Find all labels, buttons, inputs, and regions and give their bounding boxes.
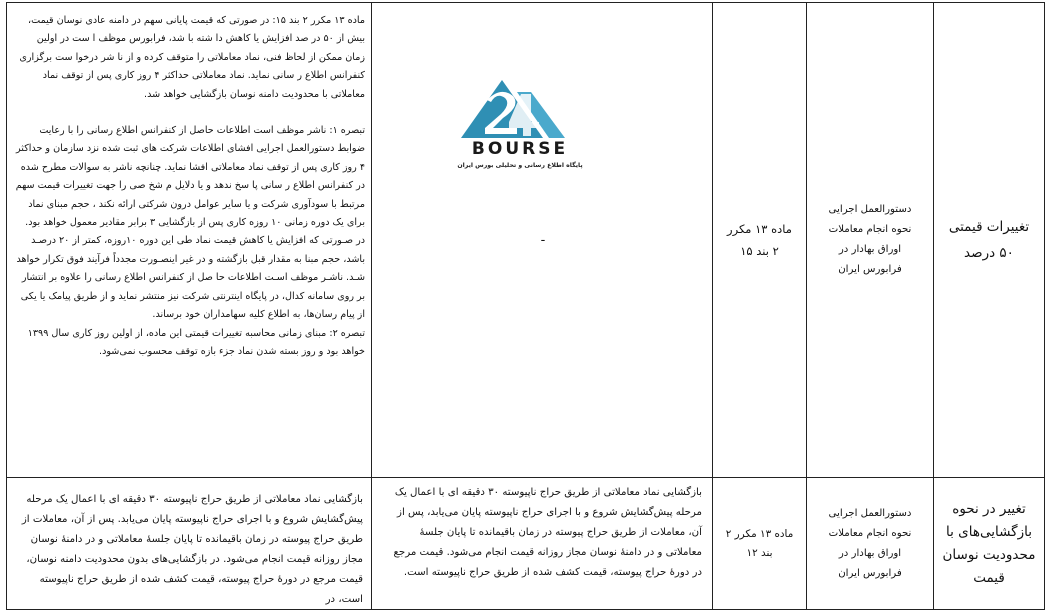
article-cell [715, 3, 804, 477]
source-text: دستورالعمل اجرایی نحوه انجام معاملات اوراق بهادار در فرابورس ایران [828, 204, 912, 275]
topic-text: تغییر در نحوه بازگشایی‌های با محدودیت نوسان قیمت [942, 500, 1036, 586]
final-paragraph: تبصره ۲: مبنای زمانی محاسبه تغییرات قیمتی این ماده، از اولین روز کاری سال ۱۳۹۹ خواهد بود و روز بسته شدن نماد جزء بازه توقف محسوب نمی‌شود. [27, 327, 365, 357]
article-text: ماده ۱۳ مکرر ۲ بند ۱۲ [725, 527, 794, 559]
article-cell [715, 478, 804, 609]
table-border-left [6, 2, 7, 610]
logo-tagline: پایگاه اطلاع رسانی و تحلیلی بورس ایران [457, 162, 583, 169]
logo-wordmark: BOURSE [471, 139, 569, 159]
final-paragraph: ماده ۱۳ مکرر ۲ بند ۱۵: در صورتی که قیمت پایانی سهم در دامنه عادی نوسان قیمت، بیش از ۵۰ در صد افزایش یا کاهش دا شته با شد، فرابورس موظف ا ست در اولین زمان ممکن از لحاظ فنی، نماد معاملاتی را متوقف کرده و از نا شر درخوا ست برگزاری کنفرانس اطلاع ر سانی نماید. نماد معاملاتی حداکثر ۴ روز کاری پس از توقف نماد معاملاتی با محدودیت دامنه نوسان بازگشایی خواهد شد. [19, 15, 365, 100]
previous-text: بازگشایی نماد معاملاتی از طریق حراج ناپیوسته ۳۰ دقیقه ای با اعمال یک مرحله پیش‌گشایش شروع و با اجرای حراج ناپیوسته پایان می‌یابد، پس از آن، معاملات از طریق حراج پیوسته در زمان باقیمانده تا پایان جلسهٔ معاملاتی و در دامنهٔ نوسان مجاز روزانه قیمت انجام می‌شود. قیمت مرجع در دورهٔ حراج پیوسته، قیمت کشف شده از طریق حراج ناپیوسته است. [393, 487, 702, 578]
column-divider [371, 2, 372, 610]
source-text: دستورالعمل اجرایی نحوه انجام معاملات اوراق بهادار در فرابورس ایران [828, 507, 912, 579]
topic-cell [936, 478, 1042, 609]
topic-cell [936, 3, 1042, 477]
table-border-right [1044, 2, 1045, 610]
final-paragraph: تبصره ۱: ناشر موظف است اطلاعات حاصل از کنفرانس اطلاع رسانی را با رعایت ضوابط دستورالعمل اجرایی افشای اطلاعات شرکت های ثبت شده نزد سازمان و حداکثر ۴ روز کاری پس از توقف نماد معاملاتی افشا نماید. چنانچه ناشر به سوالات مطرح شده در کنفرانس اطلاع ر سانی پا سخ ندهد و یا دلایل م شخ صی را جهت تغییرات قیمت سهم مرتبط با سودآوری شرکت و یا سایر عوامل درون شرکتی ارائه نکند ، حجم مبنای نماد برای یک دوره زمانی ۱۰ روزه کاری پس از بازگشایی ۳ برابر مقادیر معمول خواهد بود. در صـورتی که افزایش یا کاهش قیمت نماد طی این دوره ۱۰روزه، کمتر از ۲۰ درصـد باشد، حجم مبنا به مقدار قبل بازگشته و در غیر اینصـورت مجدداً فرآیند فوق تکرار خواهد شـد. ناشـر موظف اسـت اطلاعات حا صل از کنفرانس اطلاع رسانی را علاوه بر انتشار بر روی سامانه کدال، در پایگاه اینترنتی شرکت نیز منتشر نماید و از طریق پیامک یا یکی از پیام رسان‌ها، به اطلاع کلیه سهامداران خود برساند. [15, 125, 365, 321]
final-cell [9, 490, 369, 608]
column-divider [712, 2, 713, 610]
column-divider [806, 2, 807, 610]
topic-text: تغییرات قیمتی ۵۰ درصد [948, 219, 1030, 261]
previous-cell [374, 483, 710, 607]
source-cell [809, 478, 931, 609]
bourse24-logo [447, 74, 593, 172]
final-paragraph: بازگشایی نماد معاملاتی از طریق حراج ناپیوسته ۳۰ دقیقه ای با اعمال یک مرحله پیش‌گشایش شروع و با اجرای حراج ناپیوسته پایان می‌یابد. پس از آن، معاملات از طریق حراج پیوسته در زمان باقیمانده تا پایان جلسهٔ معاملاتی و در دامنهٔ نوسان مجاز روزانه قیمت انجام می‌شود. در بازگشایی‌های بدون محدودیت دامنه نوسان، قیمت مرجع در دورهٔ حراج پیوسته، قیمت کشف شده از طریق حراج ناپیوسته است، در [21, 494, 363, 605]
final-cell [9, 12, 369, 472]
table-border-bottom [6, 609, 1045, 610]
article-text: ماده ۱۳ مکرر ۲ بند ۱۵ [727, 222, 792, 258]
previous-text: - [540, 232, 546, 248]
column-divider [933, 2, 934, 610]
source-cell [809, 3, 931, 477]
